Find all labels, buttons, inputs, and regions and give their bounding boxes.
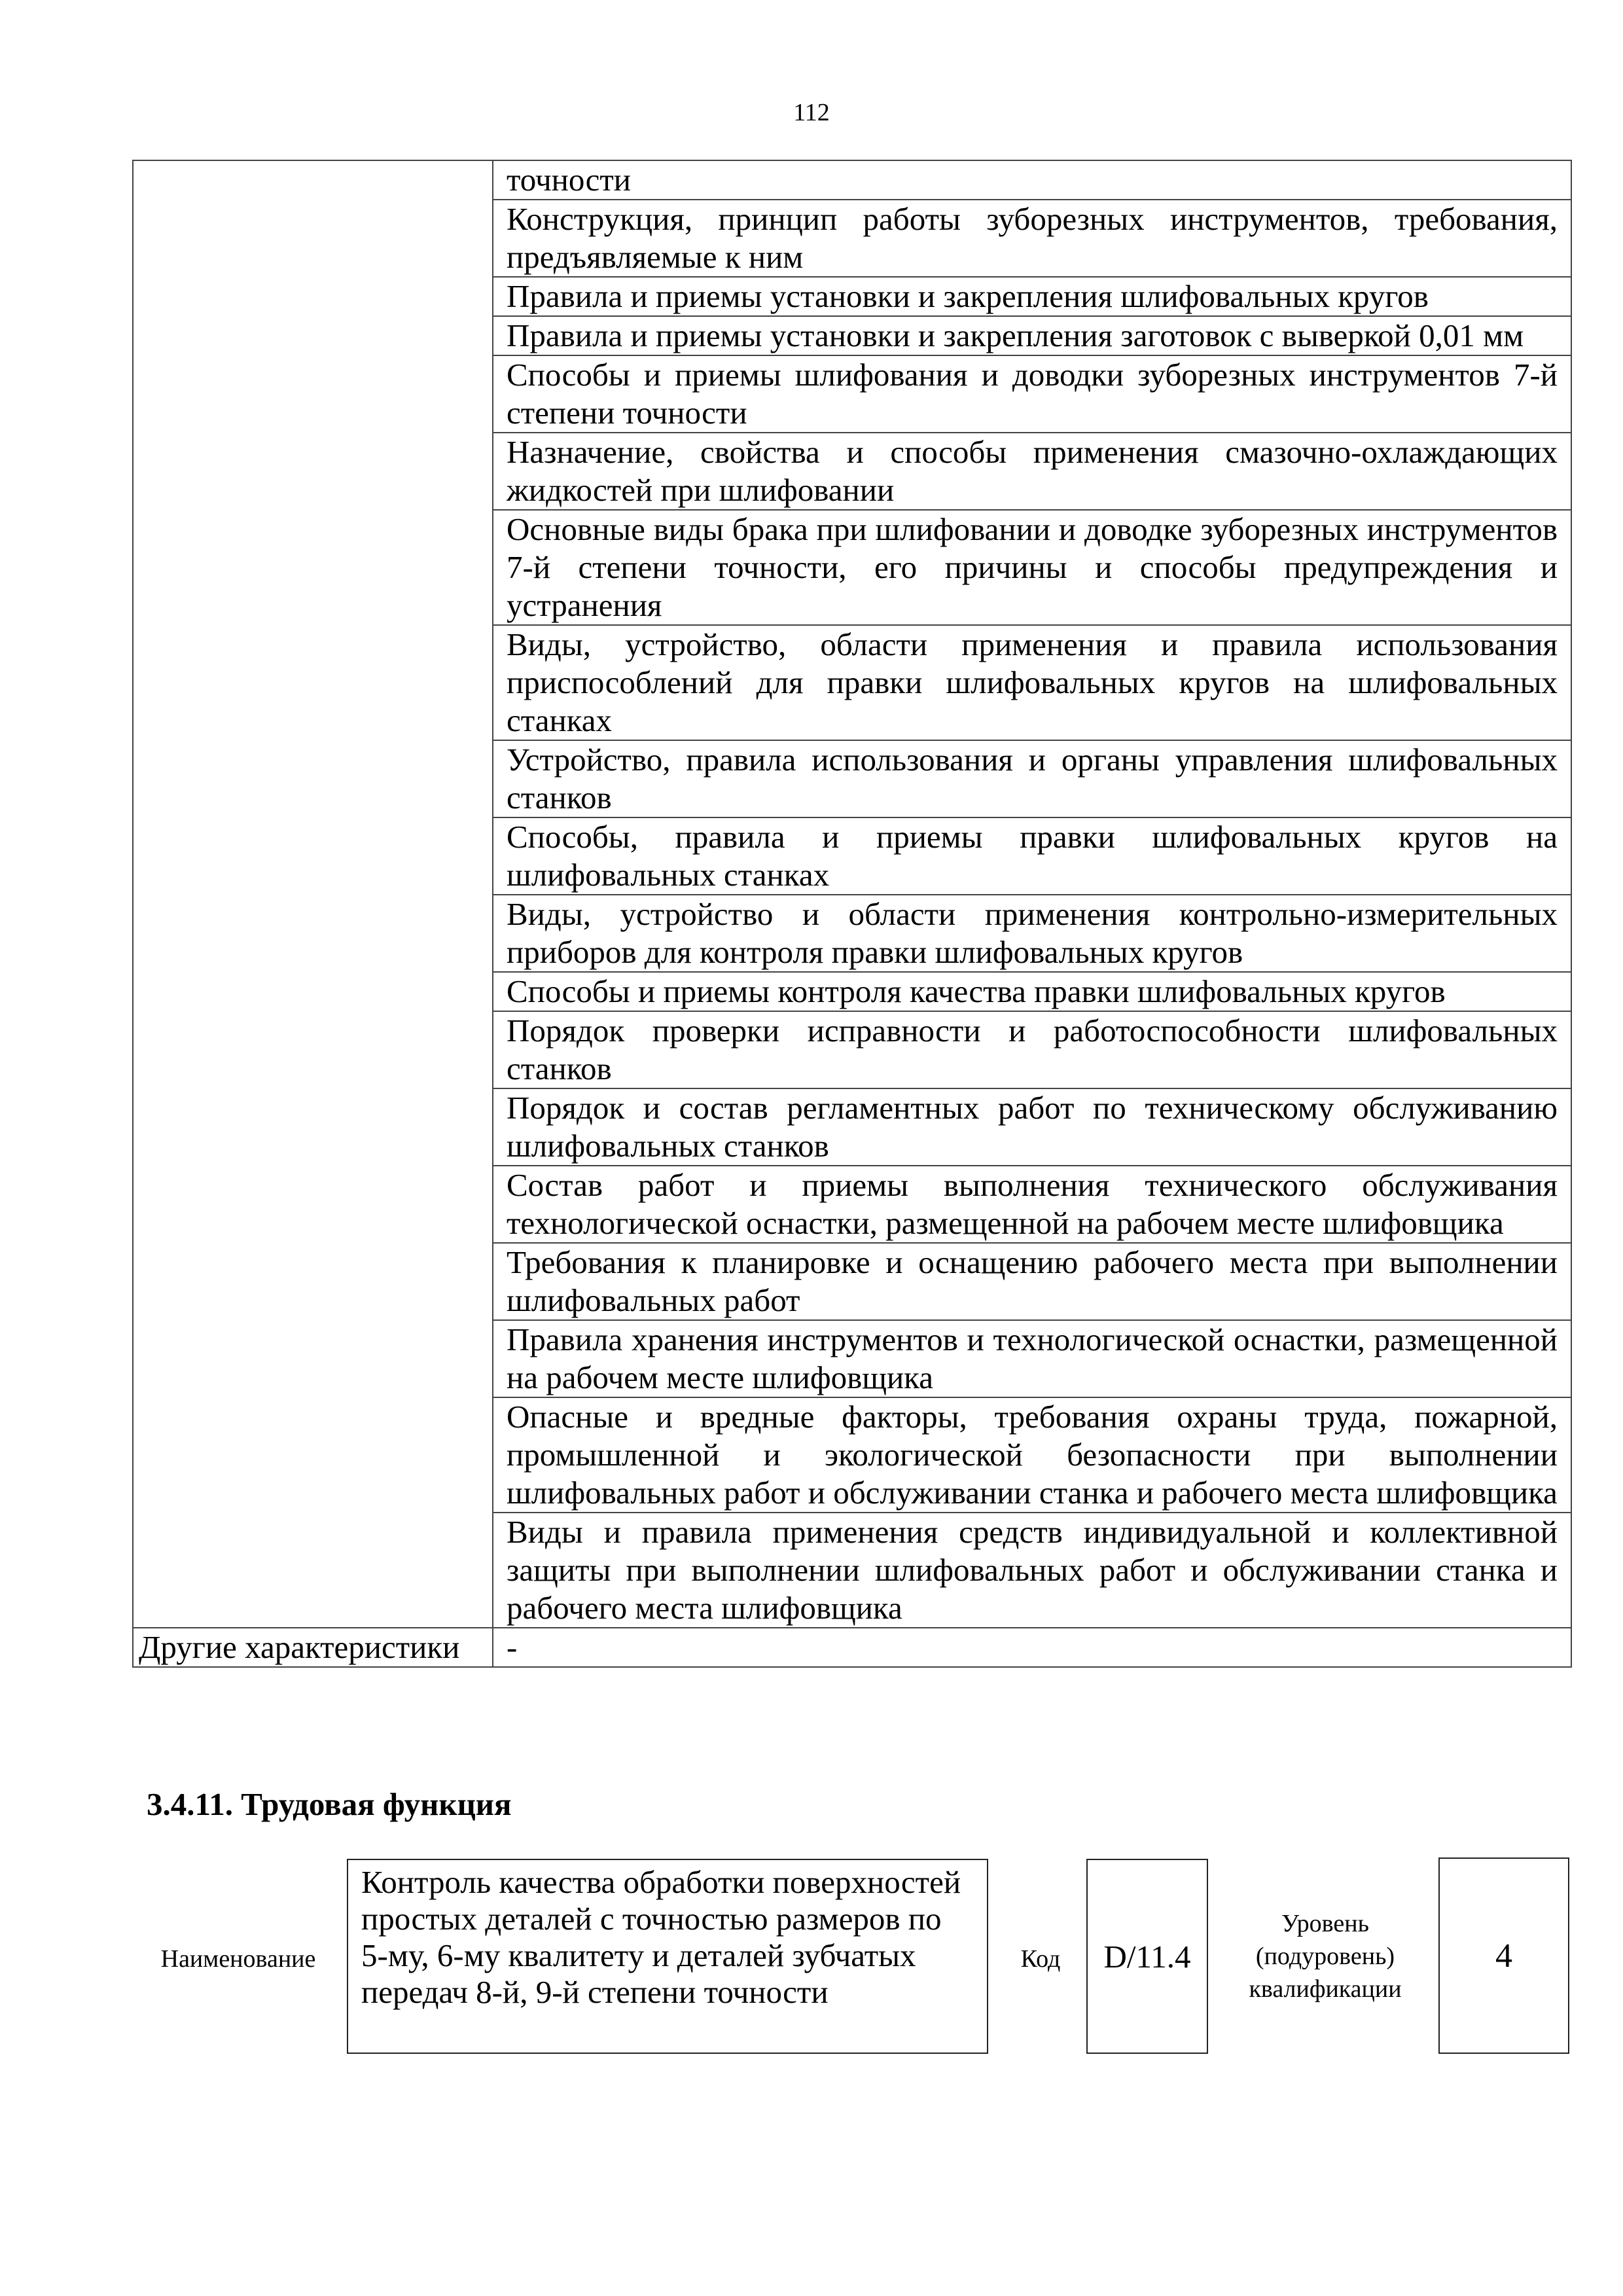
page-number: 112 — [793, 99, 830, 126]
knowledge-cell: Виды, устройство, области применения и правила использования приспособлений для правки шлифовальных кругов на шлифовальных станках — [493, 625, 1571, 740]
knowledge-cell: Устройство, правила использования и органы управления шлифовальных станков — [493, 740, 1571, 817]
knowledge-cell: Состав работ и приемы выполнения технического обслуживания технологической оснастки, размещенной на рабочем месте шлифовщика — [493, 1166, 1571, 1243]
other-characteristics-label: Другие характеристики — [133, 1628, 493, 1667]
other-characteristics-value: - — [493, 1628, 1571, 1667]
knowledge-cell: Способы и приемы контроля качества правки шлифовальных кругов — [493, 972, 1571, 1011]
knowledge-cell: Способы и приемы шлифования и доводки зуборезных инструментов 7-й степени точности — [493, 355, 1571, 433]
knowledge-cell: Правила и приемы установки и закрепления заготовок с выверкой 0,01 мм — [493, 316, 1571, 355]
knowledge-cell: Опасные и вредные факторы, требования охраны труда, пожарной, промышленной и экологической безопасности при выполнении шлифовальных работ и обслуживании станка и рабочего места шлифовщика — [493, 1397, 1571, 1513]
knowledge-cell: Правила и приемы установки и закрепления шлифовальных кругов — [493, 277, 1571, 316]
knowledge-cell: Требования к планировке и оснащению рабочего места при выполнении шлифовальных работ — [493, 1243, 1571, 1320]
knowledge-cell: Правила хранения инструментов и технологической оснастки, размещенной на рабочем месте шлифовщика — [493, 1320, 1571, 1397]
knowledge-cell: Виды и правила применения средств индивидуальной и коллективной защиты при выполнении шлифовальных работ и обслуживании станка и рабочего места шлифовщика — [493, 1513, 1571, 1628]
other-characteristics-row — [133, 1628, 1571, 1667]
knowledge-cell: Назначение, свойства и способы применения смазочно-охлаждающих жидкостей при шлифовании — [493, 433, 1571, 510]
code-label: Код — [1020, 1945, 1061, 1973]
name-label: Наименование — [160, 1945, 316, 1973]
knowledge-cell: Способы, правила и приемы правки шлифовальных кругов на шлифовальных станках — [493, 817, 1571, 895]
section-heading: 3.4.11. Трудовая функция — [147, 1786, 512, 1822]
knowledge-label-cell — [133, 160, 493, 1628]
knowledge-cell: Порядок проверки исправности и работоспособности шлифовальных станков — [493, 1011, 1571, 1088]
knowledge-cell: точности — [493, 160, 1571, 200]
table-row — [133, 160, 1571, 200]
knowledge-cell: Виды, устройство и области применения контрольно-измерительных приборов для контроля правки шлифовальных кругов — [493, 895, 1571, 972]
labor-function-code: D/11.4 — [1086, 1859, 1208, 2054]
labor-function-name: Контроль качества обработки поверхностей простых деталей с точностью размеров по 5-му, 6-му квалитету и деталей зубчатых передач 8-й, 9-й степени точности — [347, 1859, 988, 2054]
knowledge-cell: Конструкция, принцип работы зуборезных инструментов, требования, предъявляемые к ним — [493, 200, 1571, 277]
qualification-level: 4 — [1438, 1857, 1569, 2054]
knowledge-table — [132, 160, 1572, 1668]
level-label: Уровень (подуровень) квалификации — [1249, 1910, 1402, 2003]
knowledge-cell: Основные виды брака при шлифовании и доводке зуборезных инструментов 7-й степени точности, его причины и способы предупреждения и устранения — [493, 510, 1571, 625]
knowledge-cell: Порядок и состав регламентных работ по техническому обслуживанию шлифовальных станков — [493, 1088, 1571, 1166]
